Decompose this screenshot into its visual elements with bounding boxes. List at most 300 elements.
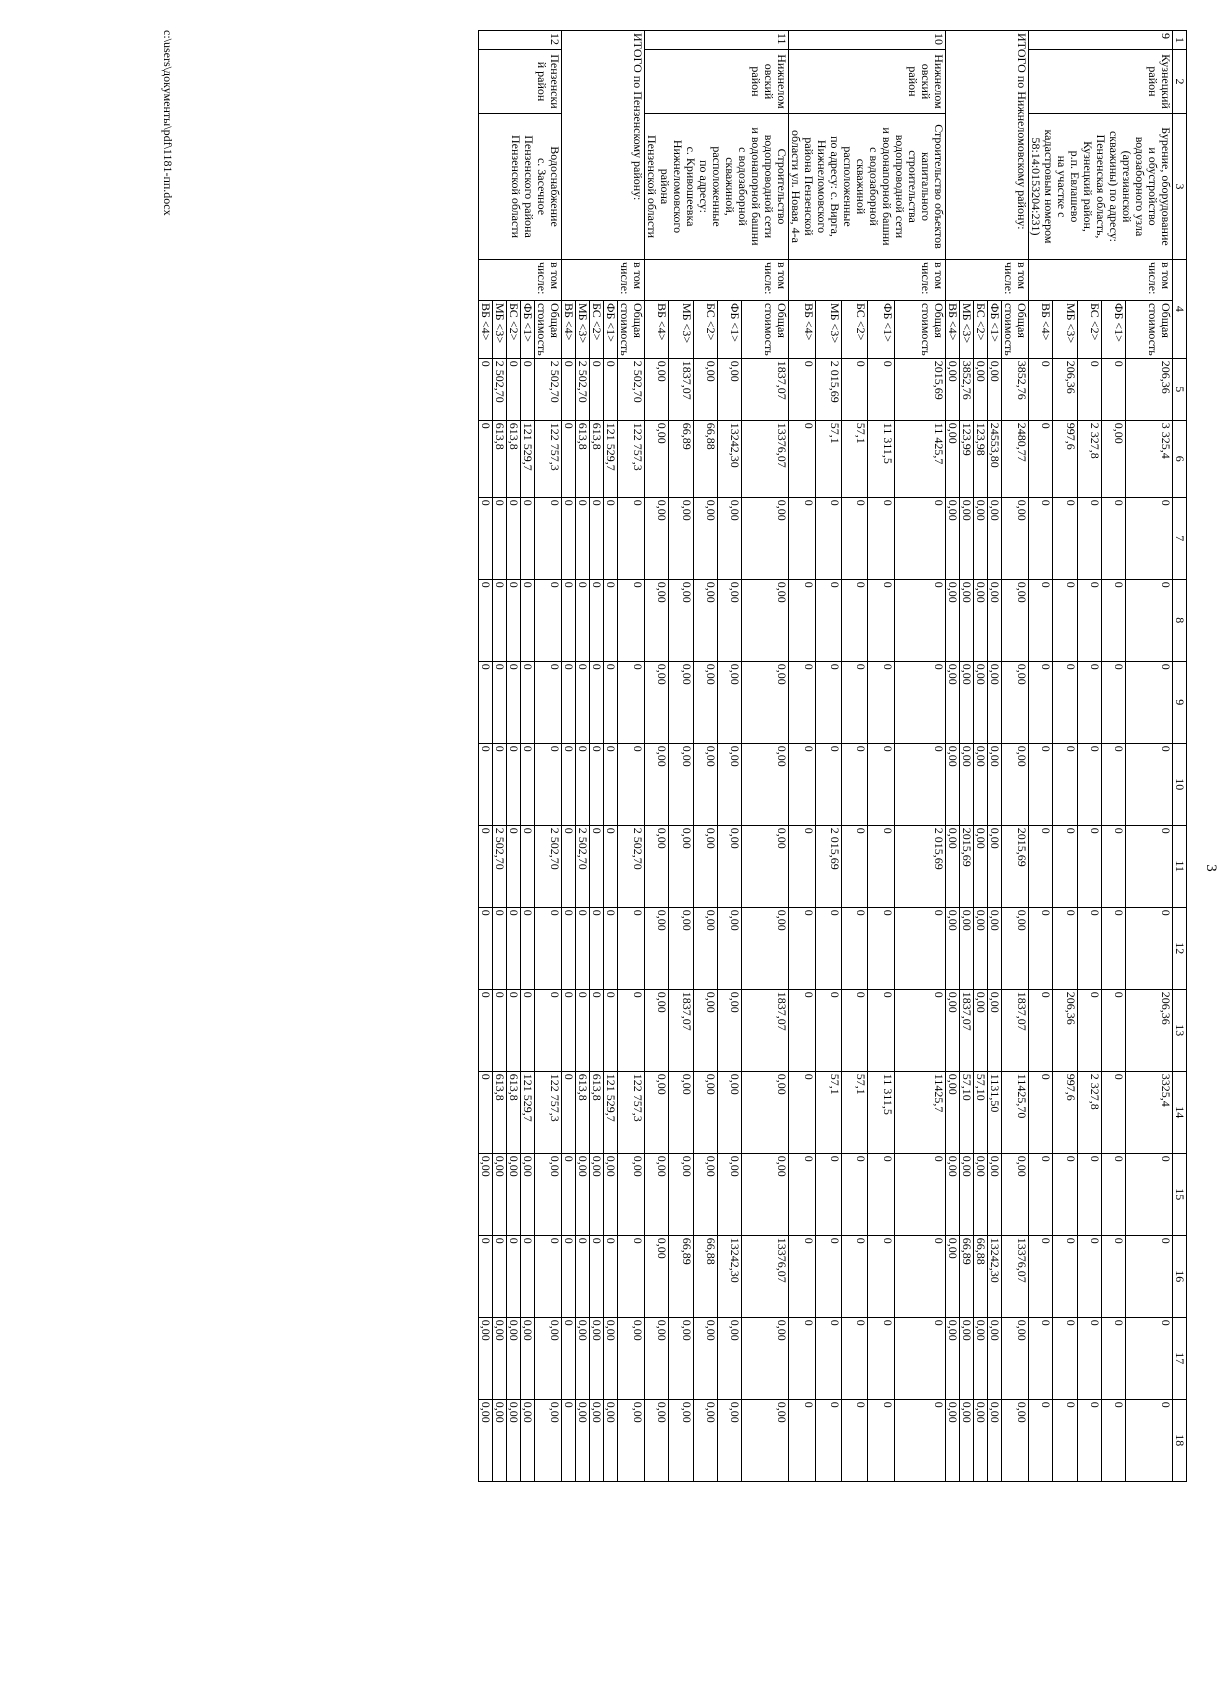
value-cell: 613,8 [493,1071,507,1153]
value-cell: 3325,4 [1126,1071,1173,1153]
value-cell: 0,00 [946,1235,960,1317]
value-cell: 0 [1077,579,1101,661]
value-cell: 0 [590,358,604,420]
value-cell: 0 [507,907,521,989]
value-cell: 0,00 [960,1153,974,1235]
value-cell: 0 [618,743,645,825]
value-cell: 0 [590,661,604,743]
value-cell: 997,6 [1053,420,1077,497]
value-cell: 0 [789,420,816,497]
value-cell: 0 [576,497,590,579]
value-cell: 0 [842,579,868,661]
value-cell: 2 502,70 [576,825,590,907]
value-cell: 0,00 [645,420,669,497]
value-cell: 0 [535,497,562,579]
value-cell: 122 757,3 [535,1071,562,1153]
value-cell: 0,00 [645,1317,669,1399]
value-cell: 0 [842,661,868,743]
value-cell: 122 757,3 [618,420,645,497]
value-cell: 206,36 [1053,989,1077,1071]
value-cell: 0 [1029,661,1053,743]
value-cell: 0,00 [1002,579,1029,661]
value-cell: 0,00 [960,1317,974,1399]
value-cell: 0,00 [618,1317,645,1399]
value-cell: 0,00 [669,907,693,989]
value-cell: 0,00 [507,1317,521,1399]
value-cell: 613,8 [576,1071,590,1153]
value-cell: 0 [894,1317,945,1399]
total-row [1002,31,1029,1482]
value-cell: 0,00 [717,743,741,825]
value-cell: 0,00 [521,1317,535,1399]
value-cell: 0 [604,1235,618,1317]
value-cell: 0,00 [590,1399,604,1481]
value-cell: 0,00 [1002,1153,1029,1235]
value-cell: 0 [1053,1399,1077,1481]
project-description: Водоснабжение с. Засечное Пензенского района Пензенской области [479,114,562,260]
including-label: в том числе: [479,260,562,301]
value-cell: 0 [842,1153,868,1235]
value-cell: 0 [1101,661,1125,743]
value-cell: 0 [1029,358,1053,420]
value-cell: 0 [868,661,894,743]
value-cell: 0 [815,579,841,661]
value-cell: 0,00 [576,1399,590,1481]
value-cell: 0 [1029,579,1053,661]
value-cell: 0 [535,907,562,989]
value-cell: 0 [618,579,645,661]
value-cell: 0 [604,497,618,579]
value-cell: 0,00 [960,579,974,661]
value-cell: 0 [1077,907,1101,989]
value-cell: 613,8 [493,420,507,497]
value-cell: 0,00 [535,1153,562,1235]
value-cell: 0 [576,1235,590,1317]
value-cell: 0 [1053,1317,1077,1399]
value-cell: 0 [576,661,590,743]
value-cell: 0 [479,661,493,743]
value-cell: 0,00 [645,1399,669,1481]
value-cell: 0,00 [693,1071,717,1153]
column-number-cell: 17 [1173,1317,1187,1399]
value-cell: 0,00 [946,1153,960,1235]
value-cell: 0 [894,1399,945,1481]
value-cell: 0 [1077,743,1101,825]
including-label: в том числе: [946,260,1029,301]
value-cell: 0,00 [974,989,988,1071]
value-cell: 0 [1126,1399,1173,1481]
value-cell: 0 [604,907,618,989]
value-cell: 0 [789,1317,816,1399]
value-cell: 66,88 [974,1235,988,1317]
value-cell: 0 [815,497,841,579]
value-cell: 0 [535,1235,562,1317]
value-cell: 0 [604,743,618,825]
value-cell: 0 [789,743,816,825]
funding-source-label: МБ <3> [493,301,507,359]
value-cell: 613,8 [590,1071,604,1153]
funding-source-label: ФБ <1> [604,301,618,359]
value-cell: 0,00 [717,1071,741,1153]
value-cell: 0 [789,1235,816,1317]
value-cell: 0,00 [974,358,988,420]
funding-source-label: БС <2> [507,301,521,359]
value-cell: 0 [842,743,868,825]
value-cell: 0 [493,579,507,661]
value-cell: 0,00 [535,1317,562,1399]
value-cell: 0,00 [693,907,717,989]
value-cell: 0,00 [742,1399,789,1481]
value-cell: 0,00 [645,1071,669,1153]
value-cell: 0,00 [717,1153,741,1235]
value-cell: 0 [535,989,562,1071]
value-cell: 0 [562,743,576,825]
value-cell: 122 757,3 [535,420,562,497]
value-cell: 0 [842,907,868,989]
value-cell: 0 [815,661,841,743]
value-cell: 0 [1053,1235,1077,1317]
value-cell: 0,00 [946,743,960,825]
value-cell: 0 [894,743,945,825]
value-cell: 0,00 [535,1399,562,1481]
value-cell: 0,00 [988,358,1002,420]
project-description: Строительство объектов капитального строительства водопроводной сети и водонапорной башни с водозаборной скважиной расположенные по адресу: с. Вирга, Нижнеломовского района Пензенской области ул. Новая, 4-а [789,114,946,260]
value-cell: 0 [562,907,576,989]
row-number: 10 [789,31,946,50]
value-cell: 0 [479,1235,493,1317]
value-cell: 0,00 [946,989,960,1071]
value-cell: 2 502,70 [618,358,645,420]
value-cell: 0,00 [717,661,741,743]
value-cell: 0 [562,358,576,420]
value-cell: 0,00 [521,1153,535,1235]
value-cell: 0,00 [742,1317,789,1399]
value-cell: 0 [590,989,604,1071]
value-cell: 0,00 [988,743,1002,825]
value-cell: 0 [842,497,868,579]
value-cell: 0 [815,1235,841,1317]
value-cell: 0,00 [1002,907,1029,989]
value-cell: 0,00 [946,420,960,497]
value-cell: 0,00 [742,1153,789,1235]
funding-source-label: Общая стоимость [742,301,789,359]
value-cell: 1837,07 [742,358,789,420]
value-cell: 0,00 [493,1153,507,1235]
funding-source-label: МБ <3> [576,301,590,359]
value-cell: 0 [507,1235,521,1317]
value-cell: 0,00 [693,661,717,743]
project-description: Бурение, оборудование и обустройство водозаборного узла (артезианской скважины) по адресу: Пензенская область, Кузнецкий район, р.п. Евлашево на участке с кадастровым номером 58:14:0153204:231) [1029,114,1173,260]
value-cell: 0,00 [974,1399,988,1481]
value-cell: 0 [576,989,590,1071]
value-cell: 0 [1053,661,1077,743]
value-cell: 0,00 [946,1071,960,1153]
value-cell: 0 [1029,989,1053,1071]
value-cell: 0,00 [946,661,960,743]
value-cell: 0 [507,497,521,579]
value-cell: 0,00 [645,743,669,825]
value-cell: 0 [1053,497,1077,579]
value-cell: 0 [618,661,645,743]
value-cell: 0 [1053,579,1077,661]
value-cell: 0 [894,661,945,743]
value-cell: 0,00 [693,1317,717,1399]
value-cell: 0,00 [618,1399,645,1481]
value-cell: 0 [479,579,493,661]
value-cell: 0,00 [988,989,1002,1071]
value-cell: 0 [868,497,894,579]
value-cell: 0,00 [988,661,1002,743]
value-cell: 0 [604,579,618,661]
value-cell: 0,00 [742,661,789,743]
value-cell: 0,00 [946,1317,960,1399]
value-cell: 57,10 [974,1071,988,1153]
value-cell: 13242,30 [717,1235,741,1317]
column-number-cell: 8 [1173,579,1187,661]
value-cell: 0 [1029,1235,1053,1317]
value-cell: 2015,69 [1002,825,1029,907]
value-cell: 613,8 [507,1071,521,1153]
value-cell: 0 [590,907,604,989]
value-cell: 0 [789,358,816,420]
value-cell: 206,36 [1053,358,1077,420]
value-cell: 0,00 [742,579,789,661]
value-cell: 0 [789,661,816,743]
value-cell: 1131,50 [988,1071,1002,1153]
value-cell: 0 [1029,907,1053,989]
funding-source-label: Общая стоимость [1126,301,1173,359]
value-cell: 0 [562,661,576,743]
value-cell: 3852,76 [1002,358,1029,420]
value-cell: 0 [789,1071,816,1153]
value-cell: 0 [868,1317,894,1399]
value-cell: 2 502,70 [576,358,590,420]
value-cell: 0 [1053,825,1077,907]
value-cell: 0 [815,1317,841,1399]
rotated-landscape-content [139,30,1219,1700]
value-cell: 0 [1101,743,1125,825]
value-cell: 0 [562,420,576,497]
value-cell: 0 [479,358,493,420]
value-cell: 123,99 [960,420,974,497]
value-cell: 13242,30 [717,420,741,497]
value-cell: 0,00 [669,579,693,661]
funding-source-label: МБ <3> [1053,301,1077,359]
value-cell: 0,00 [988,1399,1002,1481]
value-cell: 2 502,70 [535,358,562,420]
value-cell: 2 502,70 [493,358,507,420]
value-cell: 0 [1126,497,1173,579]
value-cell: 121 529,7 [604,1071,618,1153]
budget-table [478,30,1187,1482]
value-cell: 0 [1101,358,1125,420]
funding-source-label: БС <2> [842,301,868,359]
including-label: в том числе: [789,260,946,301]
value-cell: 0 [507,358,521,420]
value-cell: 0,00 [479,1153,493,1235]
value-cell: 0 [535,661,562,743]
value-cell: 0,00 [604,1153,618,1235]
value-cell: 0 [868,358,894,420]
value-cell: 0 [1077,497,1101,579]
value-cell: 0,00 [645,358,669,420]
funding-source-label: МБ <3> [960,301,974,359]
value-cell: 0 [1126,1317,1173,1399]
funding-source-label: ВБ <4> [946,301,960,359]
value-cell: 0 [1101,825,1125,907]
funding-source-label: МБ <3> [669,301,693,359]
value-cell: 57,1 [842,1071,868,1153]
value-cell: 2 015,69 [815,825,841,907]
value-cell: 0,00 [717,1399,741,1481]
value-cell: 57,10 [960,1071,974,1153]
funding-source-label: ФБ <1> [521,301,535,359]
header-row [1173,31,1187,1482]
district-name: Нижнелом овский район [789,50,946,114]
including-label: в том числе: [645,260,789,301]
value-cell: 0,00 [693,1399,717,1481]
value-cell: 0,00 [717,497,741,579]
value-cell: 0 [868,989,894,1071]
total-row [618,31,645,1482]
value-cell: 0 [590,579,604,661]
value-cell: 66,89 [669,420,693,497]
value-cell: 0 [604,661,618,743]
column-number-cell: 2 [1173,50,1187,114]
value-cell: 57,1 [815,1071,841,1153]
value-cell: 0 [1029,1399,1053,1481]
value-cell: 0 [479,743,493,825]
value-cell: 2 502,70 [618,825,645,907]
value-cell: 0,00 [946,579,960,661]
value-cell: 0 [576,743,590,825]
value-cell: 0,00 [576,1153,590,1235]
value-cell: 0 [1101,1317,1125,1399]
column-number-cell: 10 [1173,743,1187,825]
value-cell: 0 [1029,743,1053,825]
value-cell: 0 [815,1153,841,1235]
value-cell: 0,00 [693,743,717,825]
value-cell: 0,00 [669,661,693,743]
value-cell: 0 [1029,1317,1053,1399]
value-cell: 0,00 [507,1153,521,1235]
value-cell: 0,00 [669,743,693,825]
value-cell: 0,00 [1002,743,1029,825]
value-cell: 0 [479,825,493,907]
value-cell: 0 [1101,1235,1125,1317]
value-cell: 0,00 [988,579,1002,661]
value-cell: 0,00 [946,1399,960,1481]
total-label: ИТОГО по Нижнеломовскому району: [946,31,1029,260]
value-cell: 0 [521,358,535,420]
funding-source-label: ВБ <4> [645,301,669,359]
table-row [742,31,789,1482]
value-cell: 0 [894,989,945,1071]
value-cell: 0 [507,743,521,825]
value-cell: 2 502,70 [493,825,507,907]
value-cell: 66,88 [693,1235,717,1317]
value-cell: 0,00 [974,1317,988,1399]
district-name: Пензенски й район [479,50,562,114]
value-cell: 0 [815,907,841,989]
value-cell: 206,36 [1126,989,1173,1071]
column-number-cell: 5 [1173,358,1187,420]
row-number: 9 [1029,31,1173,50]
including-label: в том числе: [1029,260,1173,301]
value-cell: 121 529,7 [521,1071,535,1153]
value-cell: 0 [1077,1399,1101,1481]
value-cell: 0,00 [507,1399,521,1481]
value-cell: 0,00 [590,1153,604,1235]
value-cell: 0 [521,497,535,579]
value-cell: 1837,07 [742,989,789,1071]
value-cell: 0 [868,1153,894,1235]
value-cell: 0,00 [974,825,988,907]
value-cell: 0 [894,579,945,661]
value-cell: 0 [479,907,493,989]
value-cell: 0 [789,497,816,579]
column-number-cell: 15 [1173,1153,1187,1235]
value-cell: 0 [590,1235,604,1317]
column-number-cell: 6 [1173,420,1187,497]
value-cell: 0,00 [974,497,988,579]
funding-source-label: ВБ <4> [479,301,493,359]
value-cell: 121 529,7 [521,420,535,497]
value-cell: 0,00 [669,825,693,907]
document-footer-path: c:\users\документы\pdf\1181-пп.docx [161,30,175,216]
value-cell: 0,00 [717,907,741,989]
value-cell: 0 [562,1235,576,1317]
value-cell: 0 [1029,825,1053,907]
column-number-cell: 12 [1173,907,1187,989]
funding-source-label: БС <2> [590,301,604,359]
value-cell: 0 [1101,989,1125,1071]
value-cell: 0,00 [1002,497,1029,579]
value-cell: 0 [1101,497,1125,579]
value-cell: 0,00 [693,497,717,579]
row-number: 11 [645,31,789,50]
value-cell: 0,00 [974,1153,988,1235]
value-cell: 0 [562,989,576,1071]
value-cell: 0 [576,907,590,989]
value-cell: 66,89 [669,1235,693,1317]
value-cell: 11425,7 [894,1071,945,1153]
value-cell: 0,00 [1002,661,1029,743]
value-cell: 0 [618,497,645,579]
value-cell: 11425,70 [1002,1071,1029,1153]
value-cell: 0,00 [742,1071,789,1153]
value-cell: 0 [789,1153,816,1235]
value-cell: 0,00 [669,1399,693,1481]
value-cell: 0 [1126,825,1173,907]
value-cell: 0 [590,743,604,825]
table-row [1126,31,1173,1482]
value-cell: 0,00 [717,989,741,1071]
value-cell: 0,00 [479,1317,493,1399]
value-cell: 0 [1077,661,1101,743]
value-cell: 0 [1053,743,1077,825]
value-cell: 11 425,7 [894,420,945,497]
value-cell: 0 [894,1153,945,1235]
value-cell: 0,00 [645,825,669,907]
project-description: Строительство водопроводной сети и водонапорной башни с водозаборной скважиной, расположенные по адресу: с. Кривошеевка Нижнеломовского района Пензенской области [645,114,789,260]
value-cell: 0,00 [974,661,988,743]
value-cell: 0 [507,989,521,1071]
value-cell: 0,00 [960,743,974,825]
value-cell: 0 [521,989,535,1071]
value-cell: 0 [479,420,493,497]
value-cell: 0,00 [960,661,974,743]
